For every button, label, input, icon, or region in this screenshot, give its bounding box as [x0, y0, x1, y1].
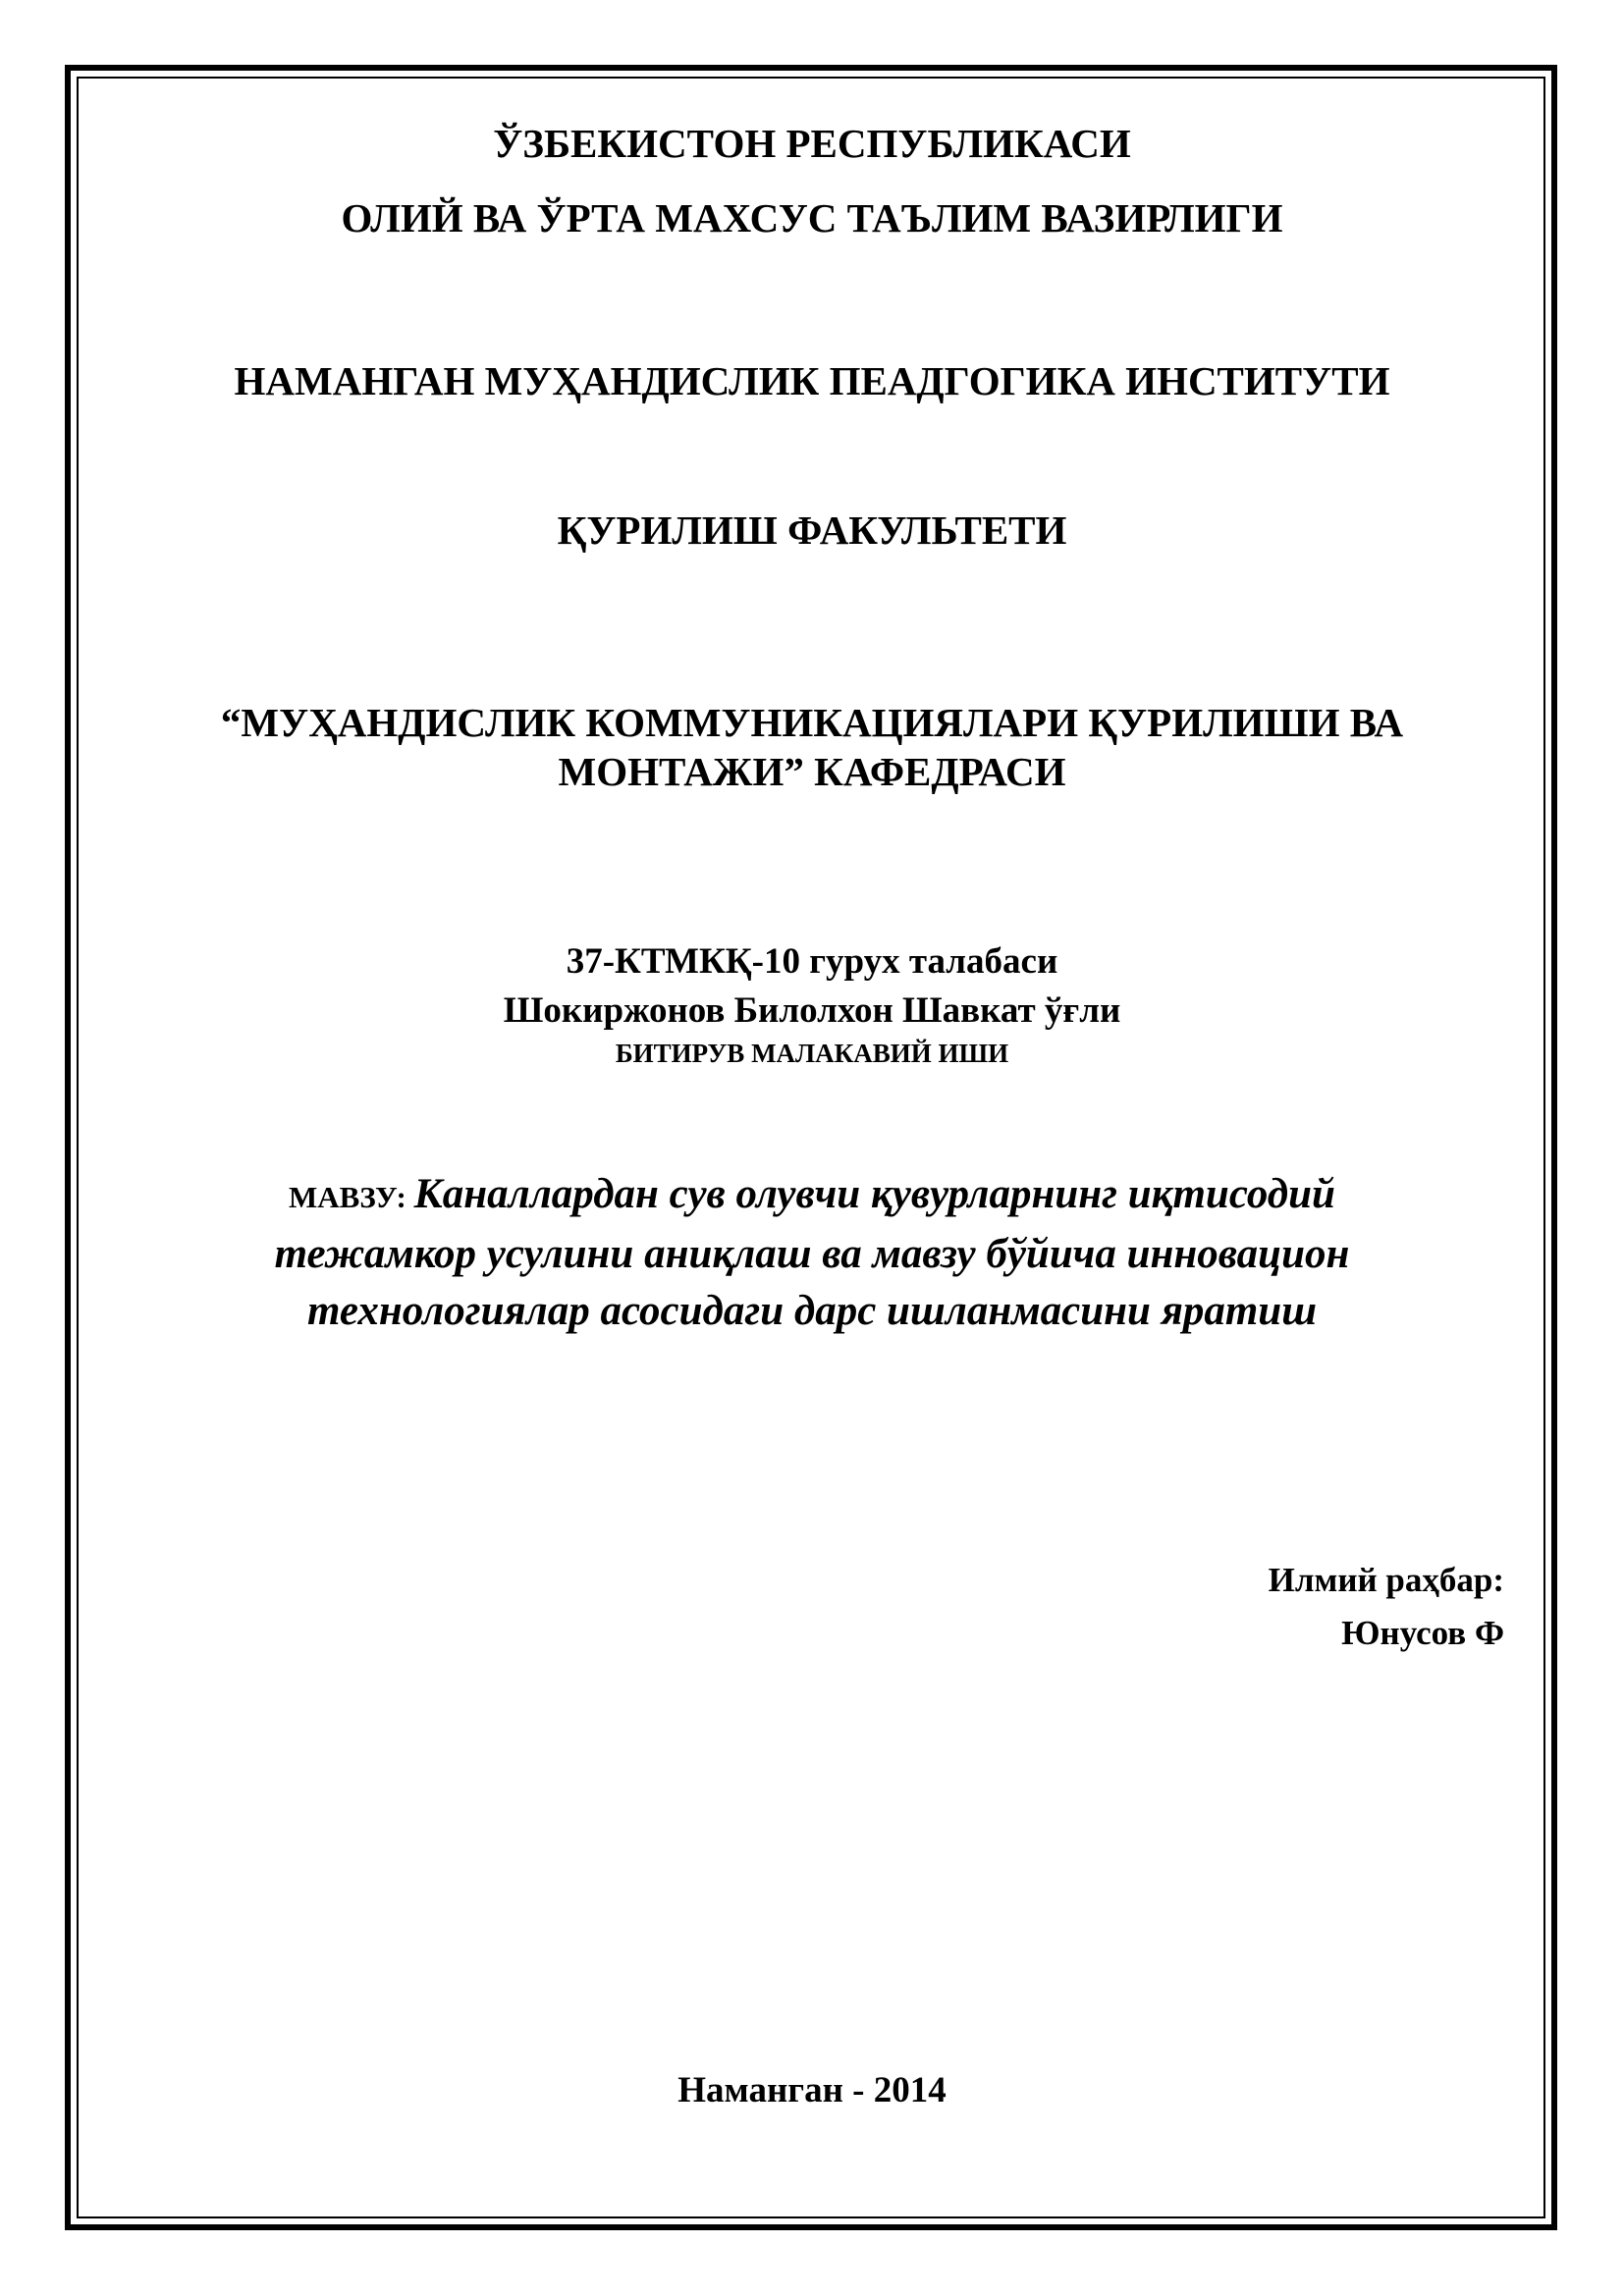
topic-text-line3: технологиялар асосидаги дарс ишланмасини яратиш [306, 1288, 1318, 1334]
topic-line1 [79, 1166, 1545, 1226]
city-year: Наманган - 2014 [677, 2070, 947, 2110]
republic-heading: ЎЗБЕКИСТОН РЕСПУБЛИКАСИ [493, 121, 1131, 166]
topic-text-line1: Каналлардан сув олувчи қувурларнинг иқтисодий [413, 1171, 1335, 1217]
supervisor-label: Илмий раҳбар: [1268, 1561, 1504, 1599]
faculty-heading: ҚУРИЛИШ ФАКУЛЬТЕТИ [557, 507, 1067, 553]
ministry-heading: ОЛИЙ ВА ЎРТА МАХСУС ТАЪЛИМ ВАЗИРЛИГИ [341, 195, 1283, 240]
supervisor-name: Юнусов Ф [1341, 1614, 1504, 1652]
topic-text-line2: тежамкор усулини аниқлаш ва мавзу бўйича инновацион [274, 1231, 1350, 1277]
topic-label: МАВЗУ: [289, 1180, 414, 1214]
topic-block [79, 1166, 1545, 1340]
work-type: БИТИРУВ МАЛАКАВИЙ ИШИ [615, 1039, 1009, 1068]
department-heading-line1: “МУҲАНДИСЛИК КОММУНИКАЦИЯЛАРИ ҚУРИЛИШИ ВА [220, 700, 1404, 745]
department-heading-line2: МОНТАЖИ” КАФЕДРАСИ [558, 749, 1066, 794]
student-name: Шокиржонов Билолхон Шавкат ўғли [503, 990, 1121, 1031]
institute-heading: НАМАНГАН МУҲАНДИСЛИК ПЕАДГОГИКА ИНСТИТУТИ [234, 358, 1390, 403]
student-group: 37-КТМКҚ-10 гурух талабаси [566, 941, 1058, 982]
